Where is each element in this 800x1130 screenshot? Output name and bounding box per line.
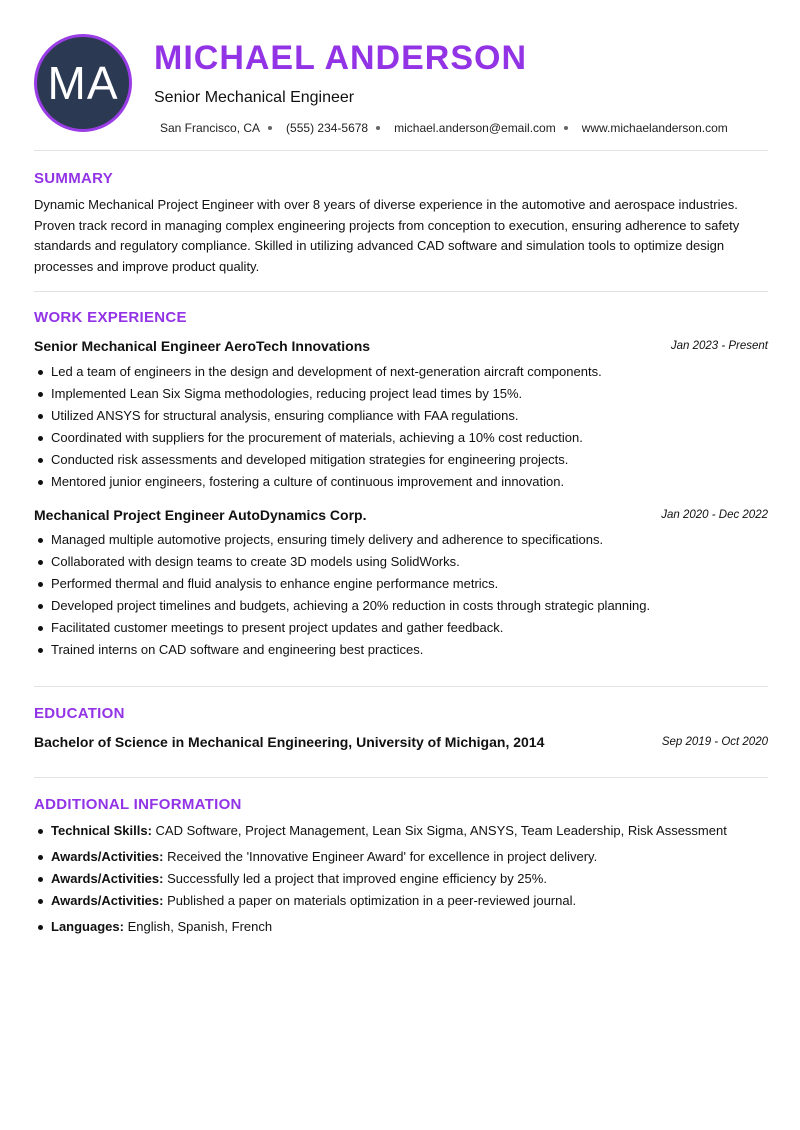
list-item: Utilized ANSYS for structural analysis, ensuring compliance with FAA regulations. [34, 405, 768, 427]
list-item: Facilitated customer meetings to present project updates and gather feedback. [34, 617, 768, 639]
list-item: Led a team of engineers in the design and development of next-generation aircraft components. [34, 361, 768, 383]
item-text: Received the 'Innovative Engineer Award' for excellence in project delivery. [163, 849, 598, 864]
education-dates: Sep 2019 - Oct 2020 [661, 736, 768, 748]
education-heading: EDUCATION [34, 705, 125, 722]
job-bullets [34, 361, 768, 493]
section-divider [34, 777, 768, 778]
avatar [34, 34, 132, 132]
list-item: Conducted risk assessments and developed mitigation strategies for engineering projects. [34, 449, 768, 471]
job-header [34, 338, 768, 356]
list-item [34, 890, 768, 912]
section-divider [34, 291, 768, 292]
section-divider [34, 150, 768, 151]
list-item [34, 868, 768, 890]
additional-heading: ADDITIONAL INFORMATION [34, 796, 242, 813]
item-text: CAD Software, Project Management, Lean Six Sigma, ANSYS, Team Leadership, Risk Assessment [151, 823, 727, 838]
list-item: Developed project timelines and budgets, achieving a 20% reduction in costs through strategic planning. [34, 595, 768, 617]
candidate-role: Senior Mechanical Engineer [154, 89, 355, 106]
item-label: Awards/Activities: [51, 893, 164, 908]
contact-email[interactable]: michael.anderson@email.com [394, 121, 556, 135]
list-item: Trained interns on CAD software and engineering best practices. [34, 639, 768, 661]
avatar-initials: MA [47, 57, 119, 109]
item-label: Technical Skills: [51, 823, 152, 838]
summary-heading: SUMMARY [34, 170, 114, 187]
summary-text: Dynamic Mechanical Project Engineer with over 8 years of diverse experience in the automotive and aerospace industries. Proven track record in managing complex engineering projects from conception to execution, ensuring adherence to safety standards and regulatory compliance. Skilled in utilizing advanced CAD software and simulation tools to optimize design processes and improve product quality. [34, 197, 740, 274]
item-label: Awards/Activities: [51, 849, 164, 864]
contact-location: San Francisco, CA [160, 121, 261, 135]
contact-line [160, 121, 728, 135]
item-label: Languages: [51, 919, 124, 934]
job-bullets [34, 529, 768, 661]
job-title: Mechanical Project Engineer AutoDynamics Corp. [34, 507, 367, 523]
list-item: Performed thermal and fluid analysis to enhance engine performance metrics. [34, 573, 768, 595]
separator-dot-icon [376, 126, 380, 130]
contact-website[interactable]: www.michaelanderson.com [581, 121, 728, 135]
separator-dot-icon [564, 126, 568, 130]
section-divider [34, 686, 768, 687]
job-title: Senior Mechanical Engineer AeroTech Innovations [34, 338, 371, 354]
contact-phone: (555) 234-5678 [286, 121, 369, 135]
additional-list [34, 820, 768, 938]
separator-dot-icon [268, 126, 272, 130]
item-text: English, Spanish, French [123, 919, 273, 934]
item-label: Awards/Activities: [51, 871, 164, 886]
job-dates: Jan 2023 - Present [670, 340, 768, 352]
job-dates: Jan 2020 - Dec 2022 [661, 509, 768, 521]
list-item: Mentored junior engineers, fostering a culture of continuous improvement and innovation. [34, 471, 768, 493]
resume-header [34, 34, 768, 138]
list-item: Collaborated with design teams to create 3D models using SolidWorks. [34, 551, 768, 573]
item-text: Successfully led a project that improved engine efficiency by 25%. [163, 871, 547, 886]
list-item: Coordinated with suppliers for the procurement of materials, achieving a 10% cost reduction. [34, 427, 768, 449]
item-text: Published a paper on materials optimization in a peer-reviewed journal. [163, 893, 577, 908]
experience-heading: WORK EXPERIENCE [34, 309, 187, 326]
degree: Bachelor of Science in Mechanical Engineering, University of Michigan, 2014 [34, 734, 545, 750]
job-header [34, 507, 768, 525]
list-item: Implemented Lean Six Sigma methodologies, reducing project lead times by 15%. [34, 383, 768, 405]
education-entry [34, 734, 768, 752]
list-item [34, 846, 768, 868]
list-item: Managed multiple automotive projects, ensuring timely delivery and adherence to specifications. [34, 529, 768, 551]
candidate-name: MICHAEL ANDERSON [154, 39, 528, 77]
list-item [34, 916, 768, 938]
list-item [34, 820, 768, 842]
